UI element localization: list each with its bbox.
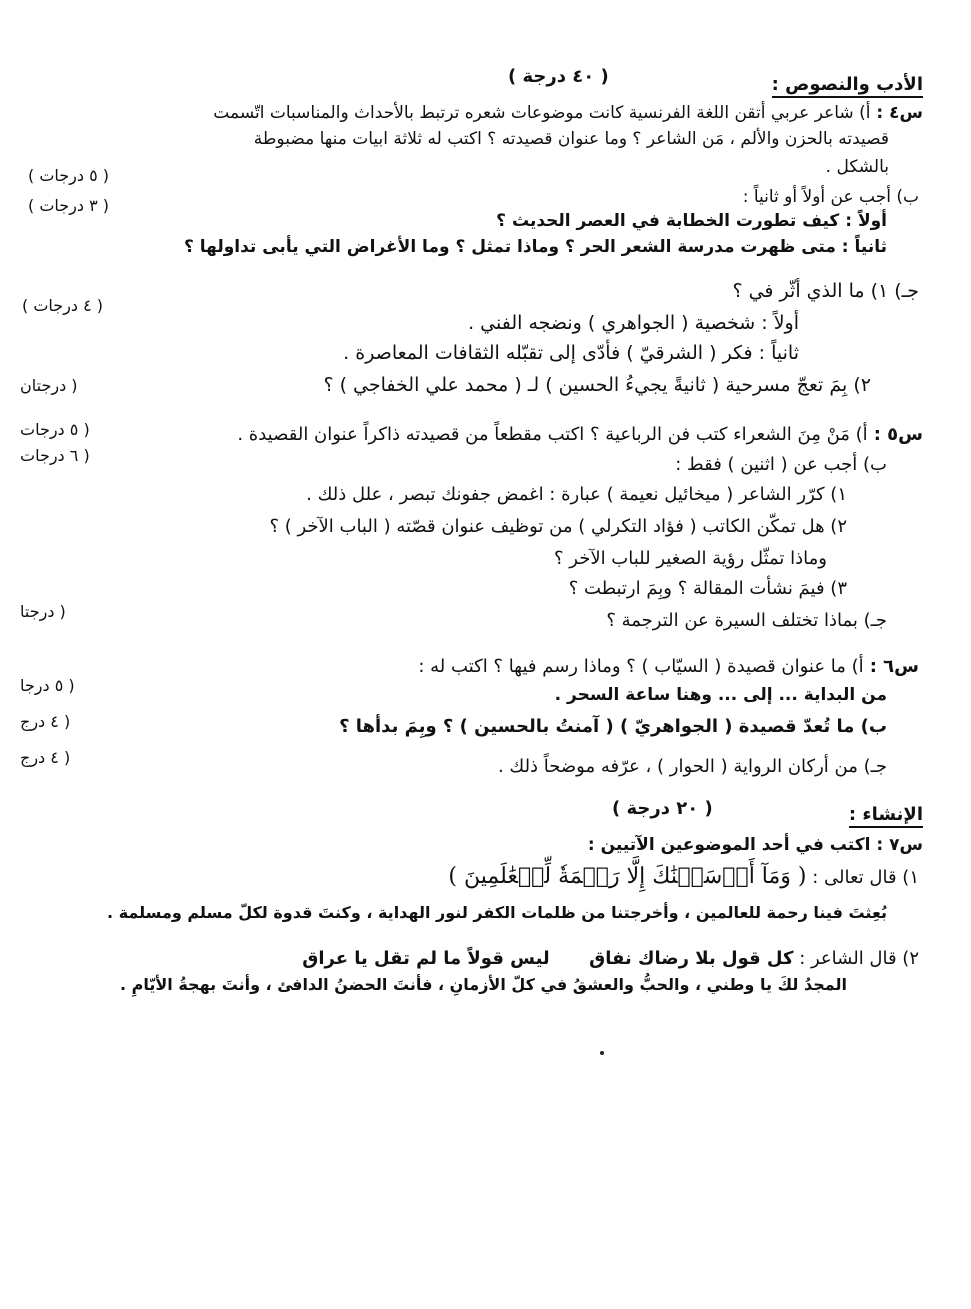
stray-dot bbox=[600, 1051, 604, 1055]
q7-topic1-verse: ( وَمَآ أَرۡسَلۡنَٰكَ إِلَّا رَحۡمَةٗ لِّلۡعَٰلَمِينَ ) bbox=[448, 864, 807, 889]
section-title-composition: الإنشاء : bbox=[849, 804, 923, 828]
q7-topic1-prefix: ١) قال تعالى : bbox=[812, 867, 919, 888]
q5-number: س٥ : bbox=[873, 424, 923, 445]
q5-b3: ٣) فيمَ نشأت المقالة ؟ وبِمَ ارتبطت ؟ bbox=[568, 578, 847, 599]
q6-mark-c: ( ٤ درج bbox=[20, 748, 71, 767]
q5-mark-a: ( ٥ درجات bbox=[20, 420, 90, 439]
q4-mark-c1: ( ٤ درجات ) bbox=[22, 296, 104, 315]
q6-mark-a: ( ٥ درجا bbox=[20, 676, 75, 695]
q4-a-line2: قصيدته بالحزن والألم ، مَن الشاعر ؟ وما عنوان قصيدته ؟ اكتب له ثلاثة ابيات منها مضبوطة bbox=[253, 129, 889, 149]
q4-c1-first: أولاً : شخصية ( الجواهري ) ونضجه الفني . bbox=[468, 312, 799, 334]
q4-mark-b: ( ٣ درجات ) bbox=[28, 196, 110, 215]
q7-topic1 bbox=[20, 866, 919, 889]
q7-topic2 bbox=[20, 948, 919, 970]
q5-b2: ٢) هل تمكّن الكاتب ( فؤاد التكرلي ) من توظيف عنوان قصّته ( الباب الآخر ) ؟ bbox=[269, 516, 847, 537]
q4-c1-line: جـ) ١) ما الذي أثّر في ؟ bbox=[732, 280, 919, 302]
section-total-literature: ( ٤٠ درجة ) bbox=[508, 66, 609, 87]
q6-mark-b: ( ٤ درج bbox=[20, 712, 71, 731]
q4-b-first: أولاً : كيف تطورت الخطابة في العصر الحديث ؟ bbox=[496, 211, 887, 231]
q4-c2-line: ٢) بِمَ تعجّ مسرحية ( ثانيةً يجيءُ الحسين ) لـ ( محمد علي الخفاجي ) ؟ bbox=[323, 374, 871, 396]
section-total-composition: ( ٢٠ درجة ) bbox=[612, 798, 713, 819]
q6-a-line: س٦ :أ) ما عنوان قصيدة ( السيّاب ) ؟ وماذا رسم فيها ؟ اكتب له : bbox=[418, 656, 919, 677]
q5-c-line: جـ) بماذا تختلف السيرة عن الترجمة ؟ bbox=[606, 610, 887, 631]
q4-a-line1: س٤ :أ) شاعر عربي أتقن اللغة الفرنسية كانت موضوعات شعره ترتبط بالأحداث والمناسبات اتّسمت bbox=[213, 103, 923, 123]
q6-number: س٦ : bbox=[869, 656, 919, 677]
q6-a-cont: من البداية ... إلى ... وهنا ساعة السحر . bbox=[554, 685, 887, 705]
q7-line: س٧ :اكتب في أحد الموضوعين الآتيين : bbox=[587, 835, 923, 855]
q5-mark-c: ( درجتا bbox=[20, 602, 66, 621]
q4-b-second: ثانياً : متى ظهرت مدرسة الشعر الحر ؟ وماذا تمثل ؟ وما الأغراض التي يأبى تداولها ؟ bbox=[183, 237, 887, 257]
q4-mark-a: ( ٥ درجات ) bbox=[28, 166, 110, 185]
q7-topic2-prefix: ٢) قال الشاعر : bbox=[799, 948, 919, 969]
q7-topic2-hemistich2: ليس قولاً ما لم تقل يا عراق bbox=[302, 948, 550, 969]
q5-b-line: ب) أجب عن ( اثنين ) فقط : bbox=[675, 454, 887, 475]
q4-b-line: ب) أجب عن أولاً أو ثانياً : bbox=[742, 187, 919, 207]
q5-b2-cont: وماذا تمثّل رؤية الصغير للباب الآخر ؟ bbox=[553, 548, 827, 569]
q4-number: س٤ : bbox=[876, 103, 923, 123]
q7-number: س٧ : bbox=[876, 835, 923, 855]
q4-c1-second: ثانياً : فكر ( الشرقيّ ) فأدّى إلى تقبّله الثقافات المعاصرة . bbox=[343, 342, 799, 364]
section-title-literature: الأدب والنصوص : bbox=[772, 74, 923, 98]
q5-a-line: س٥ :أ) مَنْ مِنَ الشعراء كتب فن الرباعية ؟ اكتب مقطعاً من قصيدته ذاكراً عنوان القصيدة . bbox=[237, 424, 923, 445]
q4-a-line3: بالشكل . bbox=[825, 157, 889, 177]
q4-mark-c2: ( درجتان bbox=[20, 376, 78, 395]
q5-mark-b: ( ٦ درجات bbox=[20, 446, 90, 465]
q6-c-line: جـ) من أركان الرواية ( الحوار ) ، عرّفه موضحاً ذلك . bbox=[497, 756, 887, 777]
q7-topic2-body: المجدُ لكَ يا وطني ، والحبُّ والعشقُ في كلّ الأزمانِ ، فأنتَ الحضنُ الدافئ ، وأنتَ بهجةُ الأيّامِ . bbox=[119, 975, 847, 994]
q6-b-line: ب) ما تُعدّ قصيدة ( الجواهريّ ) ( آمنتُ بالحسين ) ؟ وبِمَ بدأها ؟ bbox=[339, 716, 887, 737]
q7-topic2-hemistich1: كل قول بلا رضاك نفاق bbox=[589, 948, 794, 969]
q7-topic1-body: بُعِثتَ فينا رحمة للعالمين ، وأخرجتنا من ظلمات الكفر لنور الهداية ، وكنتَ قدوة لكلّ مسلم ومسلمة . bbox=[107, 903, 887, 922]
q5-b1: ١) كرّر الشاعر ( ميخائيل نعيمة ) عبارة : اغمض جفونك تبصر ، علل ذلك . bbox=[306, 484, 847, 505]
